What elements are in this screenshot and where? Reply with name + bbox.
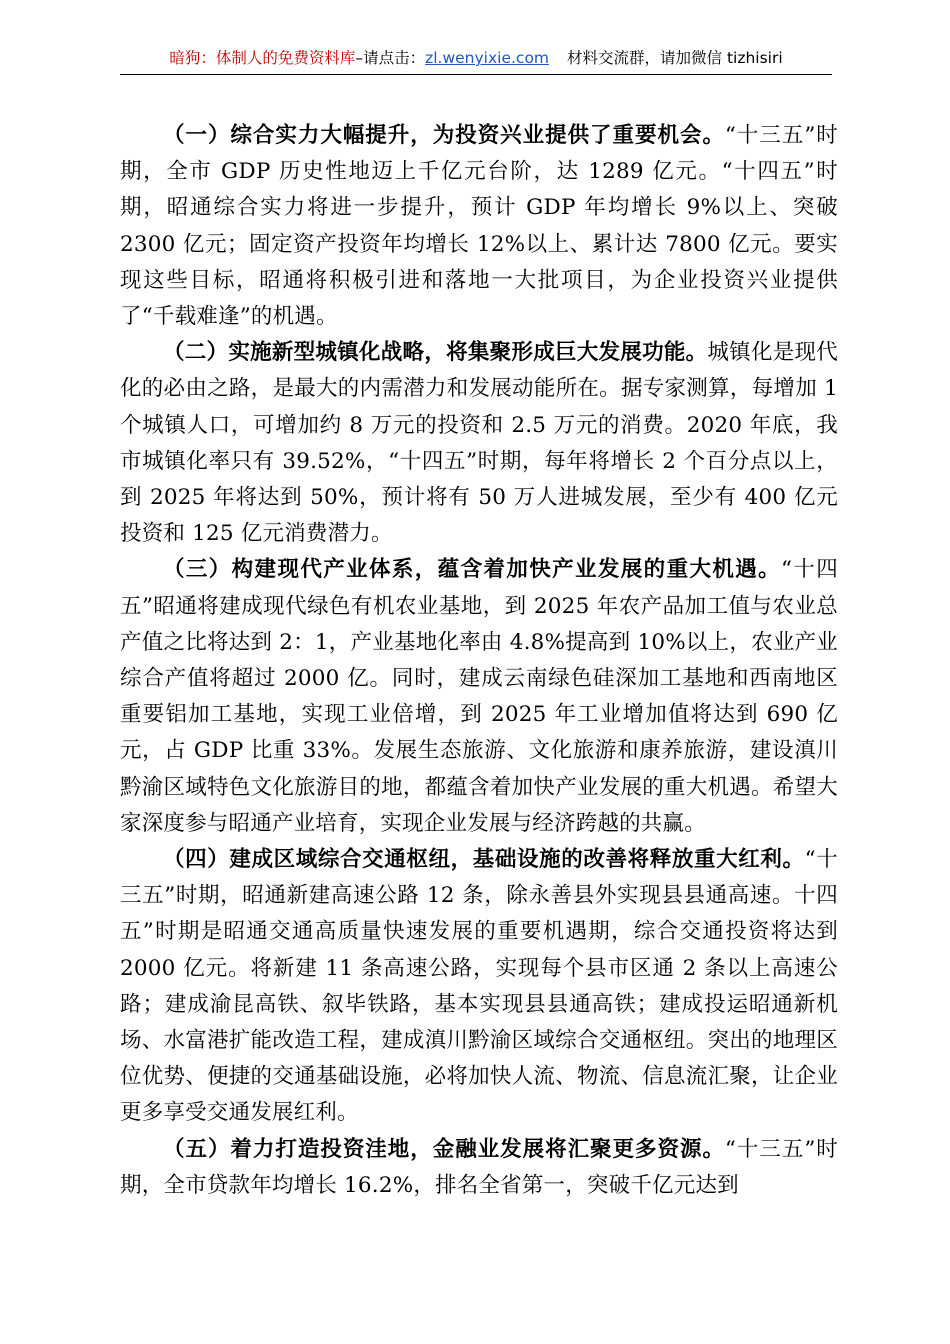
header-prompt: –请点击： [355, 49, 426, 67]
header-link[interactable]: zl.wenyixie.com [425, 49, 550, 67]
paragraph-2-heading: （二）实施新型城镇化战略，将集聚形成巨大发展功能。 [163, 340, 708, 366]
page-header [120, 47, 832, 69]
paragraph-5-text: “十三五”时期，全市贷款年均增长 16.2%，排名全省第一，突破千亿元达到 [120, 1136, 838, 1198]
paragraph-2-text: 城镇化是现代化的必由之路，是最大的内需潜力和发展动能所在。据专家测算，每增加 1 个城镇人口，可增加约 8 万元的投资和 2.5 万元的消费。2020 年底，我市城镇化率只有 39.52%，“十四五”时期，每年将增长 2 个百分点以上，到 2025 年将达到 50%，预计将有 50 万人进城发展，至少有 400 亿元投资和 125 亿元消费潜力。 [120, 340, 838, 547]
paragraph-5 [120, 1132, 838, 1204]
header-group-note: 材料交流群，请加微信 tizhisiri [567, 49, 783, 67]
paragraph-3-heading: （三）构建现代产业体系，蕴含着加快产业发展的重大机遇。 [163, 557, 782, 583]
header-divider [120, 74, 832, 75]
document-body [120, 118, 838, 1204]
paragraph-3-text: “十四五”昭通将建成现代绿色有机农业基地，到 2025 年农产品加工值与农业总产值之比将达到 2：1，产业基地化率由 4.8%提高到 10%以上，农业产业综合产值将超过 2000 亿。同时，建成云南绿色硅深加工基地和西南地区重要铝加工基地，实现工业倍增，到 2025 年工业增加值将达到 690 亿元，占 GDP 比重 33%。发展生态旅游、文化旅游和康养旅游，建设滇川黔渝区域特色文化旅游目的地，都蕴含着加快产业发展的重大机遇。希望大家深度参与昭通产业培育，实现企业发展与经济跨越的共赢。 [120, 557, 839, 836]
paragraph-1-heading: （一）综合实力大幅提升，为投资兴业提供了重要机会。 [163, 123, 725, 148]
paragraph-4 [120, 842, 838, 1132]
paragraph-1 [120, 118, 838, 335]
paragraph-1-text: “十三五”时期，全市 GDP 历史性地迈上千亿元台阶，达 1289 亿元。“十四五”时期，昭通综合实力将进一步提升，预计 GDP 年均增长 9%以上、突破 2300 亿元；固定资产投资年均增长 12%以上、累计达 7800 亿元。要实现这些目标，昭通将积极引进和落地一大批项目，为企业投资兴业提供了“千载难逢”的机遇。 [120, 123, 838, 330]
paragraph-4-heading: （四）建成区域综合交通枢纽，基础设施的改善将释放重大红利。 [163, 847, 805, 873]
paragraph-4-text: “十三五”时期，昭通新建高速公路 12 条，除永善县外实现县县通高速。十四五”时期是昭通交通高质量快速发展的重要机遇期，综合交通投资将达到 2000 亿元。将新建 11 条高速公路，实现每个县市区通 2 条以上高速公路；建成渝昆高铁、叙毕铁路，基本实现县县通高铁；建成投运昭通新机场、水富港扩能改造工程，建成滇川黔渝区域综合交通枢纽。突出的地理区位优势、便捷的交通基础设施，必将加快人流、物流、信息流汇聚，让企业更多享受交通发展红利。 [120, 847, 838, 1126]
paragraph-5-heading: （五）着力打造投资洼地，金融业发展将汇聚更多资源。 [163, 1136, 725, 1162]
paragraph-3 [120, 552, 838, 842]
header-brand: 暗狗：体制人的免费资料库 [169, 49, 356, 67]
paragraph-2 [120, 335, 838, 552]
